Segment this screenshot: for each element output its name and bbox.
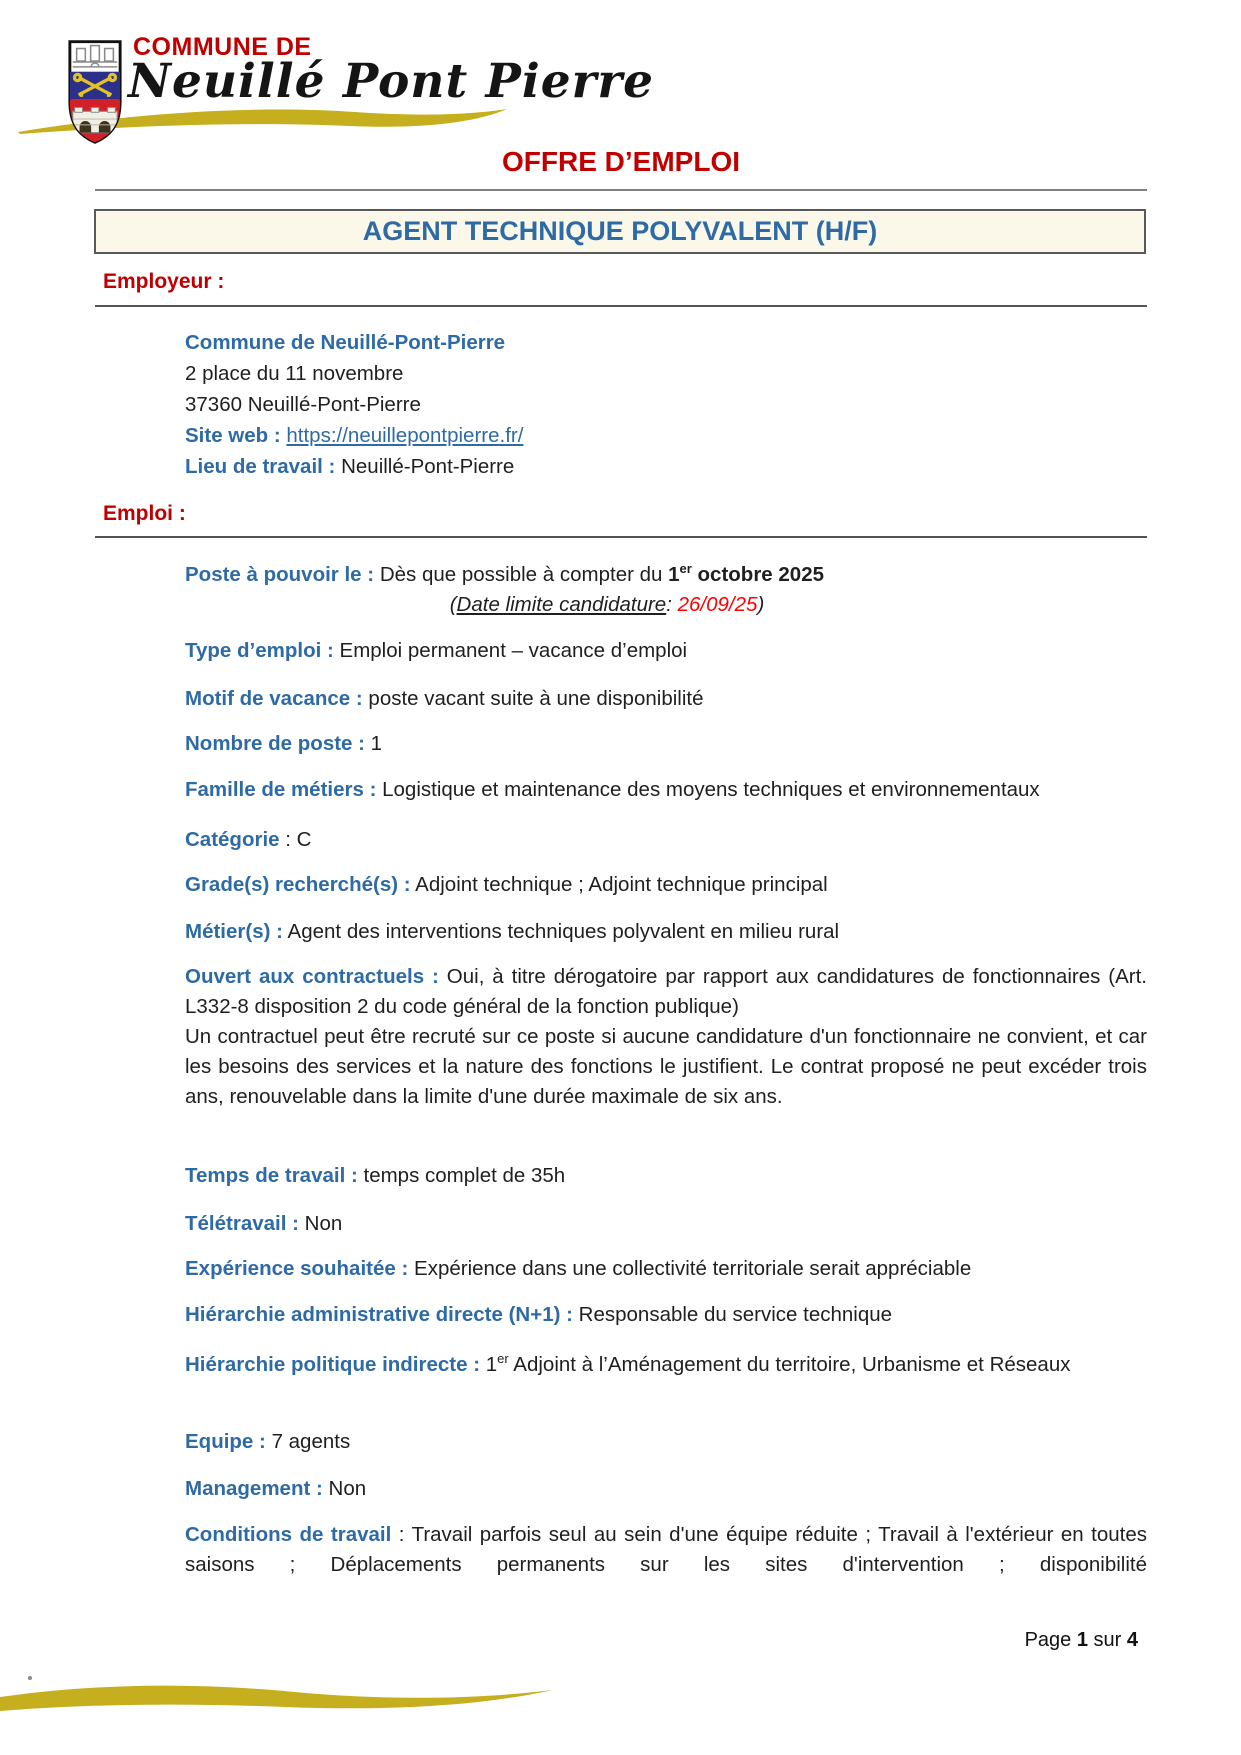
field-row-famille [185,775,1147,805]
hierarchie-politique-value: 1er Adjoint à l’Aménagement du territoire, Urbanisme et Réseaux [485,1351,1071,1376]
type-emploi-value: Emploi permanent – vacance d’emploi [339,639,688,662]
field-row-hierarchie-politique [185,1350,1147,1380]
field-row-motif [185,684,1147,714]
hierarchie-politique-label: Hiérarchie politique indirecte : [185,1353,481,1376]
poste-date: 1er octobre 2025 [668,561,824,586]
employer-website-line [185,420,523,451]
job-title: AGENT TECHNIQUE POLYVALENT (H/F) [362,216,878,246]
website-link[interactable]: https://neuillepontpierre.fr/ [286,424,524,447]
conditions-value: Travail parfois seul au sein d'une équipe réduite ; Travail à l'extérieur en toutes saisons ; Déplacements permanents sur les sites d'intervention ; disponibilité [185,1523,1148,1576]
nombre-label: Nombre de poste : [185,732,365,755]
header-commune-de: COMMUNE DE [133,33,312,61]
field-row-temps [185,1161,1147,1191]
categorie-value: C [296,828,312,851]
employer-address-block [185,327,523,482]
type-emploi-label: Type d’emploi : [185,639,334,662]
management-value: Non [328,1477,367,1500]
header-commune-name: Neuillé Pont Pierre [128,54,655,109]
footer-swoosh-icon [0,1682,556,1718]
page-indicator: Page 1 sur 4 [1024,1629,1138,1651]
title-rule [95,189,1147,191]
field-row-categorie: Catégorie : C [185,828,312,851]
temps-value: temps complet de 35h [363,1164,566,1187]
field-row-metiers [185,917,1147,947]
field-row-grades [185,870,1147,900]
contractuels-label: Ouvert aux contractuels : [185,965,439,988]
employer-address-line2: 37360 Neuillé-Pont-Pierre [185,393,421,416]
metiers-value: Agent des interventions techniques polyvalent en milieu rural [287,920,840,943]
employer-address-line1: 2 place du 11 novembre [185,362,404,385]
hierarchie-admin-label: Hiérarchie administrative directe (N+1) : [185,1303,573,1326]
page-total: 4 [1126,1629,1138,1651]
field-row-equipe [185,1427,1147,1457]
field-row-management [185,1474,1147,1504]
field-row-poste [185,560,1147,620]
famille-label: Famille de métiers : [185,778,377,801]
field-row-hierarchie-admin [185,1300,1147,1330]
motif-value: poste vacant suite à une disponibilité [368,687,704,710]
metiers-label: Métier(s) : [185,920,283,943]
job-title-box [94,209,1146,254]
categorie-label: Catégorie [185,828,280,851]
work-location-label: Lieu de travail : [185,455,336,478]
equipe-value: 7 agents [271,1430,351,1453]
website-label: Site web : [185,424,281,447]
equipe-label: Equipe : [185,1430,266,1453]
employer-name: Commune de Neuillé-Pont-Pierre [185,331,506,354]
motif-label: Motif de vacance : [185,687,363,710]
deadline-label: Date limite candidature [456,593,667,616]
section-heading-emploi: Emploi : [103,502,186,525]
field-row-nombre [185,729,1147,759]
field-row-conditions: Conditions de travail : Travail parfois seul au sein d'une équipe réduite ; Travail à l'extérieur en toutes saisons ; Déplacements permanents sur les sites d'intervention ; disponibilité [185,1523,1148,1576]
famille-value: Logistique et maintenance des moyens techniques et environnementaux [382,778,1040,801]
grades-value: Adjoint technique ; Adjoint technique principal [415,873,828,896]
page-number: 1 [1076,1629,1088,1651]
management-label: Management : [185,1477,323,1500]
contractuels-value-2: Un contractuel peut être recruté sur ce poste si aucune candidature d'un fonctionnaire ne convient, et car les besoins des services et la nature des fonctions le justifient. Le contrat proposé ne peut excéder trois ans, renouvelable dans la limite d'une durée maximale de six ans. [185,1025,1147,1108]
teletravail-value: Non [304,1212,343,1235]
employeur-rule [95,305,1147,307]
emploi-rule [95,536,1147,538]
experience-value: Expérience dans une collectivité territoriale serait appréciable [414,1257,972,1280]
work-location-value: Neuillé-Pont-Pierre [341,455,515,478]
deadline-line: (Date limite candidature: 26/09/25) [449,593,765,616]
deadline-date: 26/09/25 [677,593,758,616]
temps-label: Temps de travail : [185,1164,358,1187]
experience-label: Expérience souhaitée : [185,1257,409,1280]
poste-line [185,560,1147,590]
hierarchie-admin-value: Responsable du service technique [578,1303,893,1326]
field-row-experience [185,1254,1147,1284]
teletravail-label: Télétravail : [185,1212,299,1235]
poste-label: Poste à pouvoir le : [185,563,375,586]
field-row-type-emploi [185,636,1147,666]
work-location-line [185,451,523,482]
poste-value-prefix: Dès que possible à compter du [379,563,669,586]
section-heading-employeur: Employeur : [103,270,225,293]
field-row-contractuels [185,962,1147,1112]
stray-dot [28,1676,32,1680]
field-row-teletravail [185,1209,1147,1239]
commune-coat-of-arms-icon [66,37,124,147]
document-title: OFFRE D’EMPLOI [502,146,740,177]
contractuels-value-1: Oui, à titre dérogatoire par rapport aux candidatures de fonctionnaires (Art. L332-8 disposition 2 du code général de la fonction publique) [185,965,1147,1018]
nombre-value: 1 [370,732,383,755]
conditions-label: Conditions de travail [185,1523,392,1546]
grades-label: Grade(s) recherché(s) : [185,873,411,896]
